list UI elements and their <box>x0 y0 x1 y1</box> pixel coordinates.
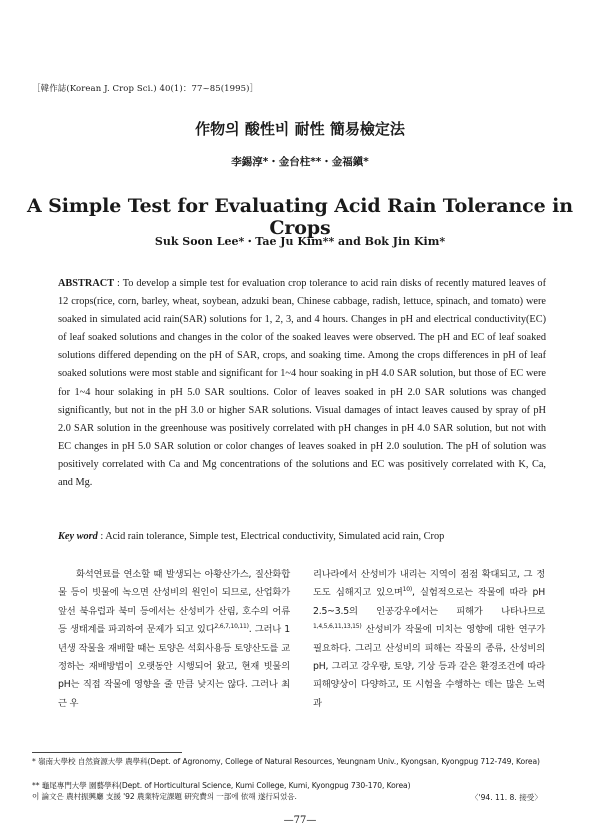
body-right-text-1: 리나라에서 산성비가 내리는 지역이 점점 확대되고, 그 정도도 심해지고 있으며 <box>313 569 545 599</box>
journal-citation: ［韓作誌(Korean J. Crop Sci.) 40(1)：77~85(1995)］ <box>32 84 259 94</box>
body-right-text-3: 산성비가 작물에 미치는 영향에 대한 연구가 필요하다. 그리고 산성비의 피해는 작물의 종류, 산성비의 pH, 그리고 강우량, 토양, 기상 등과 같은 환경조건에 따라 피해양상이 다양하고, 또 시험을 수행하는 데는 많은 노력과 <box>313 624 545 709</box>
body-right-text-2: , 실험적으로는 작물에 따라 pH 2.5~3.5의 인공강우에서는 피해가 나타나므로 <box>313 587 545 617</box>
citation-ref: 2,6,7,10,11) <box>214 623 249 631</box>
keywords-label: Key word <box>58 531 98 542</box>
abstract-label: ABSTRACT <box>58 278 115 289</box>
abstract-text: To develop a simple test for evaluation crop tolerance to acid rain disks of recently matured leaves of 12 crops(rice, corn, barley, wheat, soybean, adzuki bean, Chinese cabbage, radish, lettuce, spinach, and tomato) were soaked in simulated acid rain(SAR) solutions for 1, 2, 3, and 4 hours. Changes in pH and electrical conductivity(EC) of leaf soaked solutions and changes in the color of the soaked leaves were observed. The pH and EC of leaf soaked solutions differed depending on the pH of SAR, crops, and soaking time. Among the crops differences in pH of leaf soaked solutions were most stable and significant for 1~4 hour soaking in pH 4.0 SAR solution, but those of EC were for 1~4 hour solaking in pH 5.0 SAR soultions. Color of leaves soaked in pH 2.0 SAR solutions was changed significantly, but not in the pH 3.0 or higher SAR solutions. Visual damages of intact leaves caused by spray of pH 2.0 SAR solution in the greenhouse was positively correlated with pH changes in pH 4.0 SAR solution, but not with EC changes in pH 5.0 SAR solution or color changes of leaves soaked in pH 2.0 soulution. The pH of solution was positively correlated with Ca and Mg concentrations of the solutions and EC was positively correlated with K, Ca, and Mg. <box>58 278 547 489</box>
body-column-right <box>313 566 545 713</box>
english-title: A Simple Test for Evaluating Acid Rain Tolerance in Crops <box>27 195 573 239</box>
citation-ref: 1,4,5,6,11,13,15) <box>313 623 362 631</box>
footnote-funding: 이 論文은 農村振興廳 支援 '92 農業特定課題 硏究費의 一部에 依해 遂行되었음. <box>32 792 297 801</box>
body-left-text-2: . 그러나 1년생 작물을 재배할 때는 토양은 석회사용등 토양산도를 교정하는 재배방법이 오랫동안 시행되어 왔고, 현재 빗물의 pH는 직접 작물에 영향을 줄 만큼 낮지는 않다. 그러나 최근 우 <box>58 624 290 709</box>
abstract-separator: : <box>114 278 123 289</box>
body-left-text-1: 화석연료를 연소할 때 발생되는 아황산가스, 질산화합물 등이 빗물에 녹으면 산성비의 원인이 되므로, 산업화가 앞선 북유럽과 북미 등에서는 산성비가 산림, 호수의 어류 등 생태계를 파괴하여 문제가 되고 있다 <box>58 569 290 636</box>
keywords <box>58 531 558 542</box>
korean-title: 作物의 酸性비 耐性 簡易檢定法 <box>195 120 405 138</box>
received-date: 〈'94. 11. 8. 接受〉 <box>470 793 542 802</box>
keywords-separator: : <box>97 531 106 542</box>
citation-ref: 10) <box>402 586 412 594</box>
body-column-left <box>58 566 290 713</box>
page-number: —77— <box>283 815 317 826</box>
korean-authors: 李錫淳*・金台柱**・金福鎭* <box>231 156 369 168</box>
english-authors: Suk Soon Lee*・Tae Ju Kim** and Bok Jin Kim* <box>154 235 446 248</box>
footnote-divider <box>32 752 182 753</box>
footnote-affiliation-2: ** 龜尾專門大學 園藝學科(Dept. of Horticultural Science, Kumi College, Kumi, Kyongpug 730-170, Korea) <box>32 781 411 790</box>
abstract <box>58 275 546 492</box>
keywords-text: Acid rain tolerance, Simple test, Electrical conductivity, Simulated acid rain, Crop <box>105 531 445 542</box>
footnote-affiliation-1: * 嶺南大學校 自然資源大學 農學科(Dept. of Agronomy, College of Natural Resources, Yeungnam Univ., Kyongsan, Kyongpug 712-749, Korea) <box>32 757 540 766</box>
